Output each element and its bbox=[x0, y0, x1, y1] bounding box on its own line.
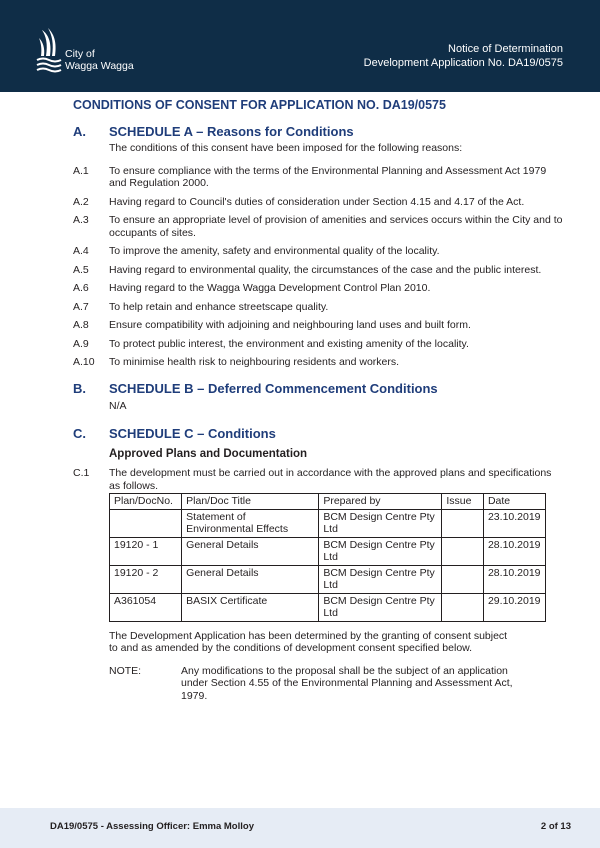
item-number: A.9 bbox=[73, 337, 89, 350]
list-item bbox=[73, 245, 563, 258]
list-item bbox=[73, 282, 563, 295]
item-number: A.2 bbox=[73, 195, 89, 208]
page-title: CONDITIONS OF CONSENT FOR APPLICATION NO. DA19/0575 bbox=[73, 98, 446, 112]
item-number: A.1 bbox=[73, 164, 89, 177]
logo-line-2: Wagga Wagga bbox=[65, 60, 134, 72]
table-row bbox=[110, 565, 546, 593]
column-header: Plan/DocNo. bbox=[110, 494, 182, 510]
schedule-title: SCHEDULE B – Deferred Commencement Conditions bbox=[109, 380, 438, 396]
schedule-c-heading bbox=[73, 426, 563, 441]
list-item bbox=[73, 165, 563, 190]
list-item bbox=[73, 214, 563, 239]
schedule-title: SCHEDULE C – Conditions bbox=[109, 426, 276, 441]
council-logo bbox=[36, 26, 146, 76]
table-cell bbox=[442, 509, 484, 537]
item-number: A.5 bbox=[73, 263, 89, 276]
column-header: Prepared by bbox=[319, 494, 442, 510]
page-footer bbox=[0, 808, 600, 848]
item-text: Ensure compatibility with adjoining and neighbouring land uses and built form. bbox=[109, 319, 471, 331]
table-cell bbox=[442, 593, 484, 621]
table-cell bbox=[442, 537, 484, 565]
column-header: Issue bbox=[442, 494, 484, 510]
note-block bbox=[109, 665, 563, 703]
item-number: A.6 bbox=[73, 282, 89, 294]
table-cell: A361054 bbox=[110, 593, 182, 621]
table-cell: BCM Design Centre Pty Ltd bbox=[319, 537, 442, 565]
table-row bbox=[110, 593, 546, 621]
table-cell: 28.10.2019 bbox=[483, 565, 545, 593]
table-cell bbox=[442, 565, 484, 593]
schedule-b-text: N/A bbox=[109, 399, 127, 412]
item-number: A.7 bbox=[73, 300, 89, 313]
item-text: Having regard to environmental quality, the circumstances of the case and the public interest. bbox=[109, 263, 542, 276]
item-text: To improve the amenity, safety and environmental quality of the locality. bbox=[109, 245, 440, 257]
table-cell: BCM Design Centre Pty Ltd bbox=[319, 593, 442, 621]
item-text: To protect public interest, the environment and existing amenity of the locality. bbox=[109, 337, 469, 350]
document-body bbox=[73, 98, 563, 702]
item-text: Having regard to the Wagga Wagga Development Control Plan 2010. bbox=[109, 282, 431, 294]
approved-plans-table bbox=[109, 493, 546, 622]
logo-line-1: City of bbox=[65, 48, 95, 60]
note-label: NOTE: bbox=[109, 664, 142, 677]
table-cell: BASIX Certificate bbox=[182, 593, 319, 621]
list-item bbox=[73, 196, 563, 209]
table-cell: 28.10.2019 bbox=[483, 537, 545, 565]
schedule-letter: C. bbox=[73, 426, 86, 441]
page-header bbox=[0, 0, 600, 92]
schedule-letter: B. bbox=[73, 380, 86, 396]
list-item bbox=[73, 301, 563, 314]
schedule-title: SCHEDULE A – Reasons for Conditions bbox=[109, 124, 354, 139]
list-item bbox=[73, 264, 563, 277]
item-text: To help retain and enhance streetscape quality. bbox=[109, 300, 329, 313]
table-cell: 23.10.2019 bbox=[483, 509, 545, 537]
item-number: C.1 bbox=[73, 467, 90, 479]
table-row bbox=[110, 509, 546, 537]
item-number: A.8 bbox=[73, 319, 89, 331]
list-item bbox=[73, 319, 563, 332]
table-row bbox=[110, 537, 546, 565]
schedule-letter: A. bbox=[73, 124, 86, 139]
item-number: A.4 bbox=[73, 245, 89, 257]
application-ref: Development Application No. DA19/0575 bbox=[363, 57, 563, 69]
table-header-row bbox=[110, 494, 546, 510]
list-item bbox=[73, 356, 563, 369]
schedule-a-heading bbox=[73, 124, 563, 139]
table-cell: 19120 - 2 bbox=[110, 565, 182, 593]
table-cell: BCM Design Centre Pty Ltd bbox=[319, 509, 442, 537]
column-header: Date bbox=[483, 494, 545, 510]
schedule-a-intro: The conditions of this consent have been imposed for the following reasons: bbox=[109, 142, 463, 154]
page-number: 2 of 13 bbox=[540, 821, 571, 832]
table-cell: Statement of Environmental Effects bbox=[182, 509, 319, 537]
table-cell bbox=[110, 509, 182, 537]
item-text: The development must be carried out in accordance with the approved plans and specifications as follows. bbox=[109, 467, 552, 492]
item-text: Having regard to Council's duties of consideration under Section 4.15 and 4.17 of the Act. bbox=[109, 195, 525, 208]
note-text: Any modifications to the proposal shall be the subject of an application under Section 4.55 of the Environmental Planning and Assessment Act, 1979. bbox=[181, 664, 513, 702]
table-cell: BCM Design Centre Pty Ltd bbox=[319, 565, 442, 593]
column-header: Plan/Doc Title bbox=[182, 494, 319, 510]
item-text: To ensure compliance with the terms of the Environmental Planning and Assessment Act 1979 and Regulation 2000. bbox=[109, 164, 547, 189]
header-notice bbox=[364, 42, 563, 70]
table-cell: 19120 - 1 bbox=[110, 537, 182, 565]
item-text: To ensure an appropriate level of provision of amenities and services occurs within the City and to occupants of sites. bbox=[109, 214, 563, 239]
item-number: A.3 bbox=[73, 214, 89, 226]
wagga-logo-icon bbox=[36, 26, 64, 74]
table-cell: General Details bbox=[182, 565, 319, 593]
approved-plans-heading: Approved Plans and Documentation bbox=[109, 448, 308, 460]
table-cell: General Details bbox=[182, 537, 319, 565]
table-cell: 29.10.2019 bbox=[483, 593, 545, 621]
schedule-b-heading bbox=[73, 381, 563, 396]
list-item bbox=[73, 338, 563, 351]
footer-officer: DA19/0575 - Assessing Officer: Emma Molloy bbox=[50, 821, 254, 832]
condition-c1 bbox=[73, 467, 563, 492]
item-text: To minimise health risk to neighbouring residents and workers. bbox=[109, 356, 400, 368]
item-number: A.10 bbox=[73, 356, 95, 368]
notice-title: Notice of Determination bbox=[448, 43, 563, 55]
determination-text: The Development Application has been determined by the granting of consent subject to and as amended by the conditions of development consent specified below. bbox=[109, 629, 508, 654]
